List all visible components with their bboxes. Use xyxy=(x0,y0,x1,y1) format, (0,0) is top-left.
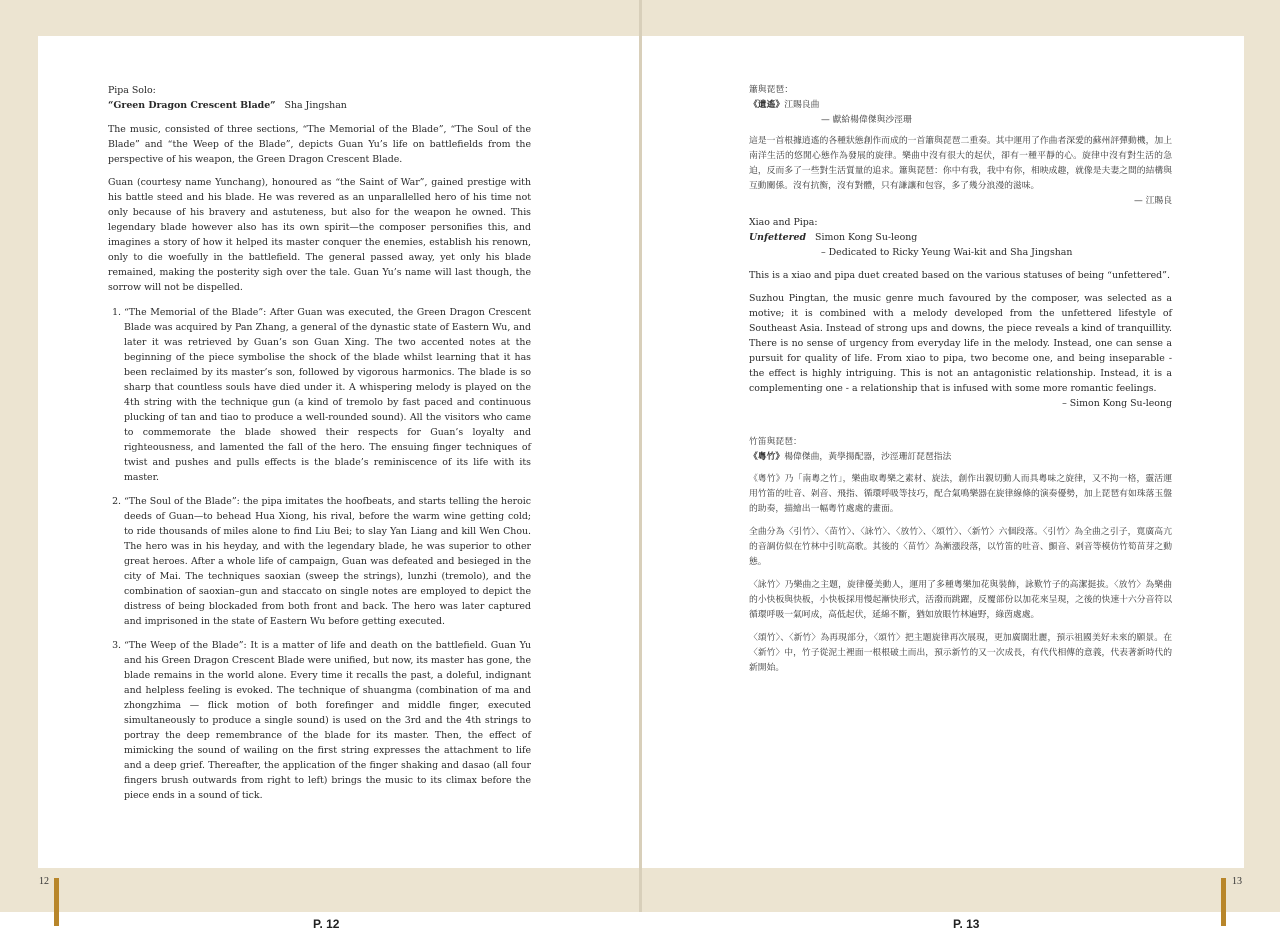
zh-title-3: 《粵竹》 xyxy=(749,452,785,462)
right-column xyxy=(749,83,1172,684)
en-para-2b: Suzhou Pingtan, the music genre much favoured by the composer, was selected as a motive; it is combined with a melody developed from the unfettered lifestyle of Southeast Asia. Instead of strong ups and downs, the piece reveals a kind of tranquillity. There is no sense of urgency from everyday life in the melody. Instead, one can sense a pursuit for quality of life. From xiao to pipa, two become one, and being inseparable - the effect is highly intriguing. This is not an antagonistic relationship. Instead, it is a complementing one - a relationship that is infused with some more romantic feelings. xyxy=(749,293,1172,394)
folio-left: 12 xyxy=(39,876,49,887)
zh-para-3d: 〈頌竹〉、〈新竹〉為再現部分，〈頌竹〉把主題旋律再次展現，更加廣闊壯麗，預示祖國美好未來的願景。在〈新竹〉中，竹子從泥土裡面一根根破土而出，預示新竹的又一次成長，有代代相傳的意義，代表著新時代的新開始。 xyxy=(749,633,1172,673)
gold-bar-right xyxy=(1221,878,1226,926)
piece-heading: Pipa Solo: xyxy=(108,85,156,96)
gold-bar-left xyxy=(54,878,59,926)
section-item-memorial: 1. “The Memorial of the Blade”: After Guan was executed, the Green Dragon Crescent Blade was acquired by Pan Zhang, a general of the dynastic state of Eastern Wu, and later it was retrieved by Guan’s son Guan Xing. The two accented notes at the beginning of the piece symbolise the shock of the blade whilst learning that it has been reclaimed by its master’s son, followed by vigorous harmonics. The blade is so sharp that countless souls have died under it. A whispering melody is played on the 4th string with the technique gun (a kind of tremolo by fast paced and continuous plucking of tan and tiao to produce a well-rounded sound). All the visitors who came to commemorate the blade showed their respects for Guan’s loyalty and righteousness, and lamented the fall of the hero. The ensuing finger techniques of twist and pushes and pulls effects is the blade’s reminiscence of its life with its master. xyxy=(124,305,531,485)
zh-heading-3: 竹笛與琵琶： xyxy=(749,437,802,447)
intro-paragraph: The music, consisted of three sections, “The Memorial of the Blade”, “The Soul of the Blade” and “the Weep of the Blade”, depicts Guan Yu’s life on battlefields from the perspective of his weapon, the Green Dragon Crescent Blade. xyxy=(108,124,531,165)
zh-credits-3: 楊偉傑曲，黃學揚配器，沙涇珊訂琵琶指法 xyxy=(784,452,952,462)
piece-composer: Sha Jingshan xyxy=(284,100,347,111)
zh-body-1: 這是一首根據逍遙的各種狀態創作而成的一首簫與琵琶二重奏。其中運用了作曲者深愛的蘇州評彈動機，加上南洋生活的悠閒心態作為發展的旋律。樂曲中沒有很大的起伏，卻有一種平靜的心。旋律中沒有對生活的急迫，反而多了一些對生活質量的追求。簫與琵琶：你中有我，我中有你，相映成趣，就像是夫妻之間的結構與互動關係。沒有抗衡，沒有對體，只有謙讓和包容，多了幾分浪漫的滋味。 xyxy=(749,136,1172,191)
en-heading-2: Xiao and Pipa: xyxy=(749,217,818,228)
en-composer-2: Simon Kong Su-leong xyxy=(815,232,918,243)
section-list xyxy=(108,305,531,803)
section-item-weep: 3. “The Weep of the Blade”: It is a matter of life and death on the battlefield. Guan Yu and his Green Dragon Crescent Blade were unified, but now, its master has gone, the blade remains in the world alone. Every time it recalls the past, a doleful, indignant and helpless feeling is evoked. The technique of shuangma (combination of ma and zhongzhima — flick motion of both forefinger and middle finger, executed simultaneously to produce a single sound) is used on the 3rd and the 4th strings to portray the deep remembrance of the blade for its master. Then, the effect of mimicking the sound of wailing on the first string expresses the attachment to life and a deep grief. Thereafter, the application of the finger shaking and dasao (all four fingers brush outwards from right to left) brings the music to its climax before the piece ends in a sound of tick. xyxy=(124,638,531,803)
piece-title: “Green Dragon Crescent Blade” xyxy=(108,100,276,111)
zh-para-3c: 〈詠竹〉乃樂曲之主題，旋律優美動人，運用了多種粵樂加花與裝飾，詠歎竹子的高潔挺拔。〈放竹〉為樂曲的小快板與快板，小快板採用慢起漸快形式，活潑而跳躍，反覆部份以加花來呈現，之後的快速十六分音符以循環呼吸一氣呵成，高低起伏，延綿不斷，猶如放眼竹林遍野，綠茵處處。 xyxy=(749,580,1172,620)
guan-paragraph: Guan (courtesy name Yunchang), honoured as “the Saint of War”, gained prestige with his battle steed and his blade. He was revered as an unparallelled hero of his time not only because of his bravery and astuteness, but also for the weapon he owned. This legendary blade however also has its own spirit—the composer personifies this, and imagines a story of how it helped its master conquer the enemies, establish his renown, only to die woefully in the battlefield. The general passed away, yet only his blade remained, making the posterity sigh over the tale. Guan Yu’s name will last though, the sorrow will not be dispelled. xyxy=(108,177,531,293)
en-para-2a: This is a xiao and pipa duet created based on the various statuses of being “unfettered”. xyxy=(749,270,1170,281)
section-xiao-pipa-zh xyxy=(749,83,1172,209)
page-label-right: P. 13 xyxy=(953,917,980,931)
left-column xyxy=(108,83,531,812)
section-item-soul: 2. “The Soul of the Blade”: the pipa imitates the hoofbeats, and starts telling the heroic deeds of Guan—to behead Hua Xiong, his rival, before the warm wine getting cold; to ride thousands of miles alone to find Liu Bei; to slay Yan Liang and kill Wen Chou. The hero was in his heyday, and with the legendary blade, he was superior to other great heroes. After a whole life of campaign, Guan was defeated and besieged in the city of Mai. The techniques saoxian (sweep the strings), lunzhi (tremolo), and the combination of saoxian–gun and staccato on single notes are employed to depict the distress of being blockaded from both front and back. The hero was later captured and imprisoned in the state of Eastern Wu before getting executed. xyxy=(124,494,531,629)
zh-title-1: 《遺遙》 xyxy=(749,100,785,110)
page-13 xyxy=(642,36,1244,868)
zh-para-3a: 《粵竹》乃「南粵之竹」，樂曲取粵樂之素材、旋法，創作出親切動人而具粵味之旋律，又不拘一格，靈活運用竹笛的吐音、剁音、飛指、循環呼吸等技巧，配合氣鳴樂器在旋律線條的演奏優勢，加上琵琶有如珠落玉盤的助奏，描繪出一幅粵竹處處的畫面。 xyxy=(749,474,1172,514)
page-label-left: P. 12 xyxy=(313,917,340,931)
section-dizi-pipa-zh xyxy=(749,435,1172,676)
zh-para-3b: 全曲分為〈引竹〉、〈苗竹〉、〈詠竹〉、〈放竹〉、〈頌竹〉、〈新竹〉六個段落。〈引竹〉為全曲之引子，寬廣高亢的音調仿似在竹林中引吭高歌。其後的〈苗竹〉為漸漲段落，以竹笛的吐音、顫音、剁音等模仿竹筍苗芽之動態。 xyxy=(749,527,1172,567)
folio-right: 13 xyxy=(1232,876,1242,887)
en-dedication-2: – Dedicated to Ricky Yeung Wai-kit and Sha Jingshan xyxy=(821,247,1073,258)
page-12 xyxy=(38,36,639,868)
zh-composer-1: 江賜良曲 xyxy=(784,100,820,110)
zh-heading-1: 簫與琵琶： xyxy=(749,85,793,95)
section-xiao-pipa-en xyxy=(749,215,1172,411)
en-title-2: Unfettered xyxy=(749,232,807,243)
zh-sign-1: — 江賜良 xyxy=(1134,196,1172,206)
en-sign-2: – Simon Kong Su-leong xyxy=(1062,398,1172,409)
zh-dedication-1: — 獻給楊偉傑與沙涇珊 xyxy=(821,115,912,125)
